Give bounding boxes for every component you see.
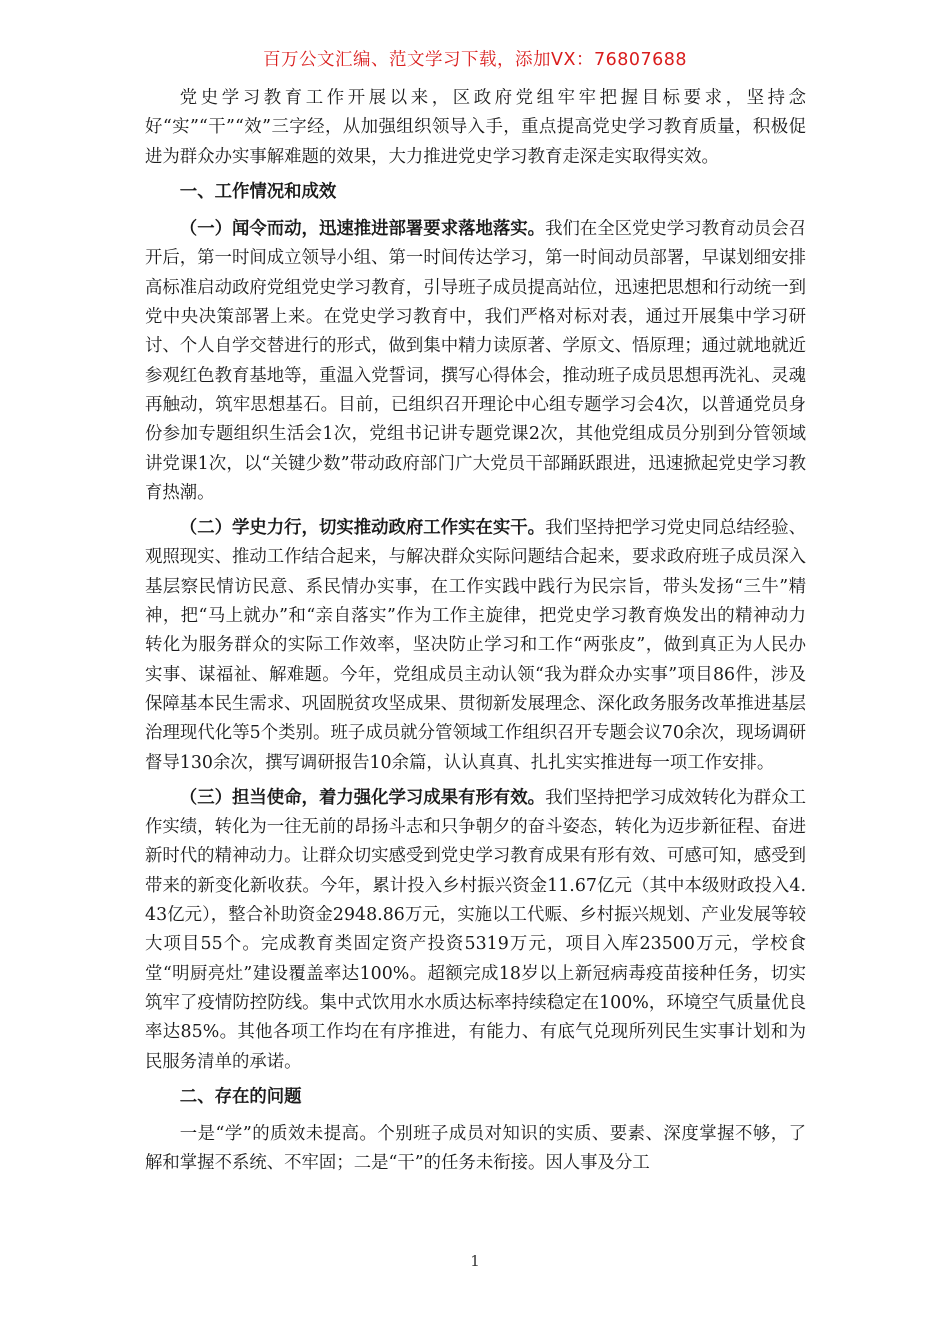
item-lead: （一）闻令而动，迅速推进部署要求落地落实。	[179, 219, 546, 240]
intro-paragraph: 党史学习教育工作开展以来，区政府党组牢牢把握目标要求，坚持念好“实”“干”“效”三字经，从加强组织领导入手，重点提高党史学习教育质量，积极促进为群众办实事解难题的效果，大力推进党史学习教育走深走实取得实效。	[145, 88, 806, 167]
item-body: 我们坚持把学习党史同总结经验、观照现实、推动工作结合起来，与解决群众实际问题结合起来，要求政府班子成员深入基层察民情访民意、系民情办实事，在工作实践中践行为民宗旨，带头发扬“三牛”精神，把“马上就办”和“亲自落实”作为工作主旋律，把党史学习教育焕发出的精神动力转化为服务群众的实际工作效率，坚决防止学习和工作“两张皮”，做到真正为人民办实事、谋福祉、解难题。今年，党组成员主动认领“我为群众办实事”项目86件，涉及保障基本民生需求、巩固脱贫攻坚成果、贯彻新发展理念、深化政务服务改革推进基层治理现代化等5个类别。班子成员就分管领域工作组织召开专题会议70余次，现场调研督导130余次，撰写调研报告10余篇，认认真真、扎扎实实推进每一项工作安排。	[145, 518, 806, 773]
item-body: 我们坚持把学习成效转化为群众工作实绩，转化为一往无前的昂扬斗志和只争朝夕的奋斗姿态，转化为迈步新征程、奋进新时代的精神动力。让群众切实感受到党史学习教育成果有形有效、可感可知，感受到带来的新变化新收获。今年，累计投入乡村振兴资金11.67亿元（其中本级财政投入4.43亿元），整合补助资金2948.86万元，实施以工代赈、乡村振兴规划、产业发展等较大项目55个。完成教育类固定资产投资5319万元，项目入库23500万元，学校食堂“明厨亮灶”建设覆盖率达100%。超额完成18岁以上新冠病毒疫苗接种任务，切实筑牢了疫情防控防线。集中式饮用水水质达标率持续稳定在100%，环境空气质量优良率达85%。其他各项工作均在有序推进，有能力、有底气兑现所列民生实事计划和为民服务清单的承诺。	[145, 787, 806, 1072]
section-1-item-2	[145, 514, 806, 778]
item-lead: （三）担当使命，着力强化学习成果有形有效。	[179, 787, 546, 808]
page-number: 1	[470, 1252, 480, 1270]
item-body: 我们在全区党史学习教育动员会召开后，第一时间成立领导小组、第一时间传达学习，第一时间动员部署，早谋划细安排高标准启动政府党组党史学习教育，引导班子成员提高站位，迅速把思想和行动统一到党中央决策部署上来。在党史学习教育中，我们严格对标对表，通过开展集中学习研讨、个人自学交替进行的形式，做到集中精力读原著、学原文、悟原理；通过就地就近参观红色教育基地等，重温入党誓词，撰写心得体会，推动班子成员思想再洗礼、灵魂再触动，筑牢思想基石。目前，已组织召开理论中心组专题学习会4次，以普通党员身份参加专题组织生活会1次，党组书记讲专题党课2次，其他党组成员分别到分管领域讲党课1次，以“关键少数”带动政府部门广大党员干部踊跃跟进，迅速掀起党史学习教育热潮。	[145, 219, 806, 503]
item-lead: （二）学史力行，切实推动政府工作实在实干。	[179, 518, 546, 539]
section-1-item-1	[145, 215, 806, 508]
section-1-item-3	[145, 784, 806, 1077]
document-body	[145, 84, 806, 1185]
section-2-paragraph: 一是“学”的质效未提高。个别班子成员对知识的实质、要素、深度掌握不够，了解和掌握不系统、不牢固；二是“干”的任务未衔接。因人事及分工	[145, 1124, 806, 1174]
section-2-heading: 二、存在的问题	[179, 1086, 302, 1107]
section-1-heading: 一、工作情况和成效	[179, 181, 337, 202]
promo-banner: 百万公文汇编、范文学习下载，添加VX：76807688	[262, 50, 688, 70]
